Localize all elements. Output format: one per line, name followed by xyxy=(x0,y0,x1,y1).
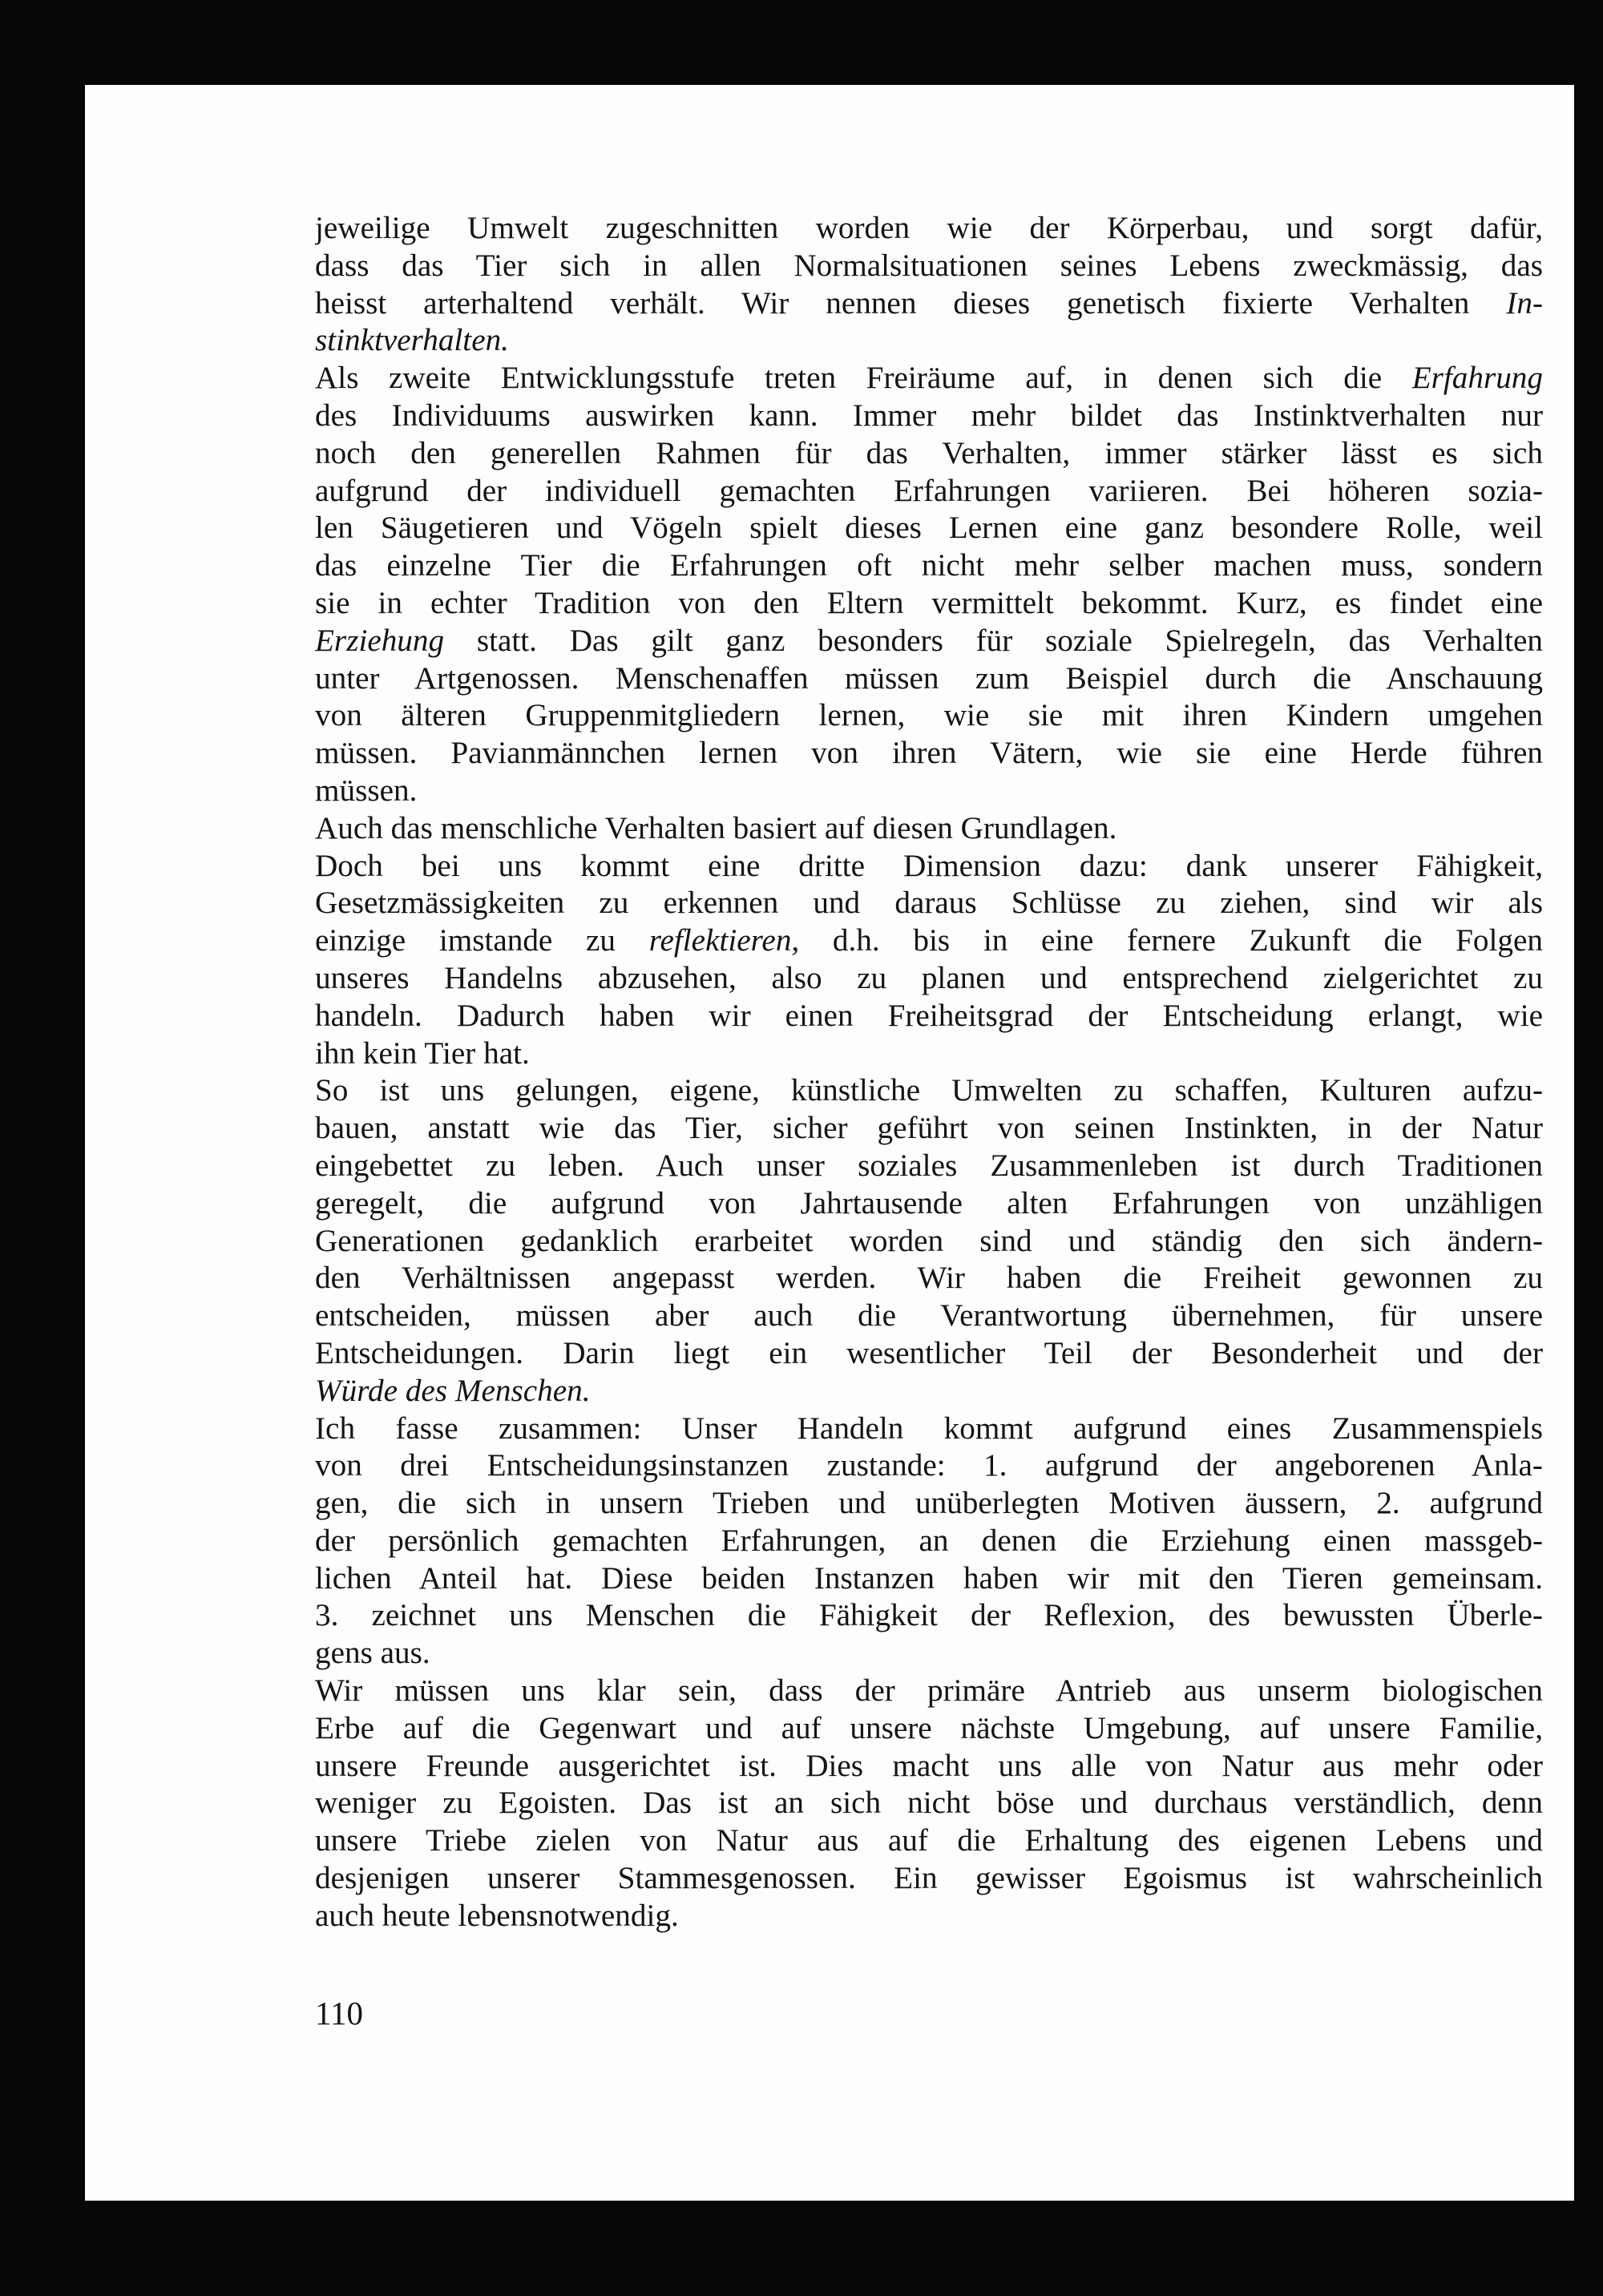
text-line xyxy=(315,1410,1543,1448)
text-run: einzige imstande zu xyxy=(315,923,649,958)
text-line xyxy=(315,397,1543,435)
text-run: heisst arterhaltend verhält. Wir nennen dieses genetisch fixierte Verhalten xyxy=(315,285,1507,321)
text-line xyxy=(315,960,1543,998)
text-line xyxy=(315,1297,1543,1335)
text-line xyxy=(315,735,1543,773)
italic-term: Erziehung xyxy=(315,623,445,658)
body-text xyxy=(315,210,1543,1935)
text-line xyxy=(315,1072,1543,1110)
text-line xyxy=(315,1260,1543,1297)
text-run: unter Artgenossen. Menschenaffen müssen zum Beispiel durch die Anschauung xyxy=(315,660,1543,696)
page-number: 110 xyxy=(315,1995,363,2032)
italic-term: Erfahrung xyxy=(1411,361,1543,396)
text-line xyxy=(315,1447,1543,1485)
text-run: weniger zu Egoisten. Das ist an sich nicht böse und durchaus verständlich, denn xyxy=(315,1786,1543,1821)
text-line xyxy=(315,1485,1543,1523)
text-line xyxy=(315,1523,1543,1560)
text-run: bauen, anstatt wie das Tier, sicher geführt von seinen Instinkten, in der Natur xyxy=(315,1111,1543,1146)
text-run: von älteren Gruppenmitgliedern lernen, wie sie mit ihren Kindern umgehen xyxy=(315,698,1543,733)
text-line xyxy=(315,1185,1543,1223)
text-run: unsere Triebe zielen von Natur aus auf die Erhaltung des eigenen Lebens und xyxy=(315,1823,1543,1858)
italic-term: In- xyxy=(1506,285,1543,321)
text-run: len Säugetieren und Vögeln spielt dieses Lernen eine ganz besondere Rolle, weil xyxy=(315,510,1543,546)
text-run: Entscheidungen. Darin liegt ein wesentlicher Teil der Besonderheit und der xyxy=(315,1335,1543,1370)
italic-term: Würde des Menschen. xyxy=(315,1373,591,1408)
text-run: Ich fasse zusammen: Unser Handeln kommt aufgrund eines Zusammenspiels xyxy=(315,1410,1543,1446)
text-line xyxy=(315,1785,1543,1822)
text-line xyxy=(315,848,1543,886)
text-line xyxy=(315,1035,1543,1073)
text-run: das einzelne Tier die Erfahrungen oft nicht mehr selber machen muss, sondern xyxy=(315,548,1543,583)
text-line xyxy=(315,885,1543,922)
text-line xyxy=(315,623,1543,660)
text-run: eingebettet zu leben. Auch unser soziales Zusammenleben ist durch Traditionen xyxy=(315,1148,1543,1183)
text-line xyxy=(315,773,1543,810)
text-line xyxy=(315,998,1543,1035)
text-run: müssen. Pavianmännchen lernen von ihren Vätern, wie sie eine Herde führen xyxy=(315,736,1543,771)
text-run: statt. Das gilt ganz besonders für soziale Spielregeln, das Verhalten xyxy=(444,623,1543,658)
text-run: handeln. Dadurch haben wir einen Freiheitsgrad der Entscheidung erlangt, wie xyxy=(315,998,1543,1033)
text-line xyxy=(315,1860,1543,1898)
text-run: noch den generellen Rahmen für das Verhalten, immer stärker lässt es sich xyxy=(315,435,1543,470)
text-line xyxy=(315,285,1543,323)
text-line xyxy=(315,547,1543,585)
text-line xyxy=(315,1335,1543,1373)
text-line xyxy=(315,585,1543,623)
text-line xyxy=(315,810,1543,848)
text-line xyxy=(315,1110,1543,1148)
text-run: 3. zeichnet uns Menschen die Fähigkeit der Reflexion, des bewussten Überle- xyxy=(315,1598,1543,1633)
text-run: Auch das menschliche Verhalten basiert auf diesen Grundlagen. xyxy=(315,810,1117,845)
text-run: desjenigen unserer Stammesgenossen. Ein gewisser Egoismus ist wahrscheinlich xyxy=(315,1861,1543,1896)
text-run: jeweilige Umwelt zugeschnitten worden wie der Körperbau, und sorgt dafür, xyxy=(315,211,1543,245)
text-run: der persönlich gemachten Erfahrungen, an denen die Erziehung einen massgeb- xyxy=(315,1523,1543,1558)
text-line xyxy=(315,697,1543,735)
text-run: auch heute lebensnotwendig. xyxy=(315,1898,679,1933)
text-line xyxy=(315,1148,1543,1185)
text-line xyxy=(315,1822,1543,1860)
text-run: ihn kein Tier hat. xyxy=(315,1035,530,1071)
text-run: Wir müssen uns klar sein, dass der primäre Antrieb aus unserm biologischen xyxy=(315,1673,1543,1709)
text-run: aufgrund der individuell gemachten Erfahrungen variieren. Bei höheren sozia- xyxy=(315,473,1543,508)
text-line xyxy=(315,1898,1543,1935)
text-run: den Verhältnissen angepasst werden. Wir haben die Freiheit gewonnen zu xyxy=(315,1261,1543,1296)
text-line xyxy=(315,1560,1543,1598)
text-run: gens aus. xyxy=(315,1636,430,1671)
text-run: entscheiden, müssen aber auch die Verantwortung übernehmen, für unsere xyxy=(315,1298,1543,1334)
text-line xyxy=(315,1223,1543,1261)
text-line xyxy=(315,1673,1543,1710)
text-run: Erbe auf die Gegenwart und auf unsere nächste Umgebung, auf unsere Familie, xyxy=(315,1710,1543,1745)
text-run: von drei Entscheidungsinstanzen zustande: 1. aufgrund der angeborenen Anla- xyxy=(315,1448,1543,1483)
text-line xyxy=(315,1748,1543,1786)
text-run: unseres Handelns abzusehen, also zu planen und entsprechend zielgerichtet zu xyxy=(315,960,1543,995)
text-run: geregelt, die aufgrund von Jahrtausende alten Erfahrungen von unzähligen xyxy=(315,1185,1543,1221)
text-run: dass das Tier sich in allen Normalsituationen seines Lebens zweckmässig, das xyxy=(315,248,1543,283)
text-run: lichen Anteil hat. Diese beiden Instanzen haben wir mit den Tieren gemeinsam. xyxy=(315,1560,1543,1596)
text-run: sie in echter Tradition von den Eltern vermittelt bekommt. Kurz, es findet eine xyxy=(315,585,1543,620)
text-line xyxy=(315,1635,1543,1673)
text-line xyxy=(315,322,1543,360)
italic-term: reflektieren, xyxy=(648,923,800,958)
text-line xyxy=(315,435,1543,473)
text-run: unsere Freunde ausgerichtet ist. Dies macht uns alle von Natur aus mehr oder xyxy=(315,1748,1543,1783)
text-run: Gesetzmässigkeiten zu erkennen und daraus Schlüsse zu ziehen, sind wir als xyxy=(315,886,1543,921)
text-line xyxy=(315,1373,1543,1410)
text-run: gen, die sich in unsern Trieben und unüberlegten Motiven äussern, 2. aufgrund xyxy=(315,1486,1543,1521)
italic-term: stinktverhalten. xyxy=(315,323,509,358)
book-page xyxy=(85,85,1574,2201)
text-line xyxy=(315,473,1543,510)
text-run: des Individuums auswirken kann. Immer mehr bildet das Instinktverhalten nur xyxy=(315,397,1543,433)
text-line xyxy=(315,360,1543,397)
text-line xyxy=(315,1710,1543,1748)
text-run: Als zweite Entwicklungsstufe treten Freiräume auf, in denen sich die xyxy=(315,361,1412,396)
text-run: d.h. bis in eine fernere Zukunft die Folgen xyxy=(799,923,1543,958)
text-line xyxy=(315,1597,1543,1635)
text-run: Generationen gedanklich erarbeitet worden sind und ständig den sich ändern- xyxy=(315,1223,1543,1258)
text-run: müssen. xyxy=(315,773,418,808)
text-run: So ist uns gelungen, eigene, künstliche Umwelten zu schaffen, Kulturen aufzu- xyxy=(315,1073,1543,1108)
text-line xyxy=(315,922,1543,960)
text-line xyxy=(315,510,1543,547)
text-run: Doch bei uns kommt eine dritte Dimension dazu: dank unserer Fähigkeit, xyxy=(315,848,1543,883)
text-line xyxy=(315,660,1543,698)
text-line xyxy=(315,210,1543,248)
text-line xyxy=(315,248,1543,285)
